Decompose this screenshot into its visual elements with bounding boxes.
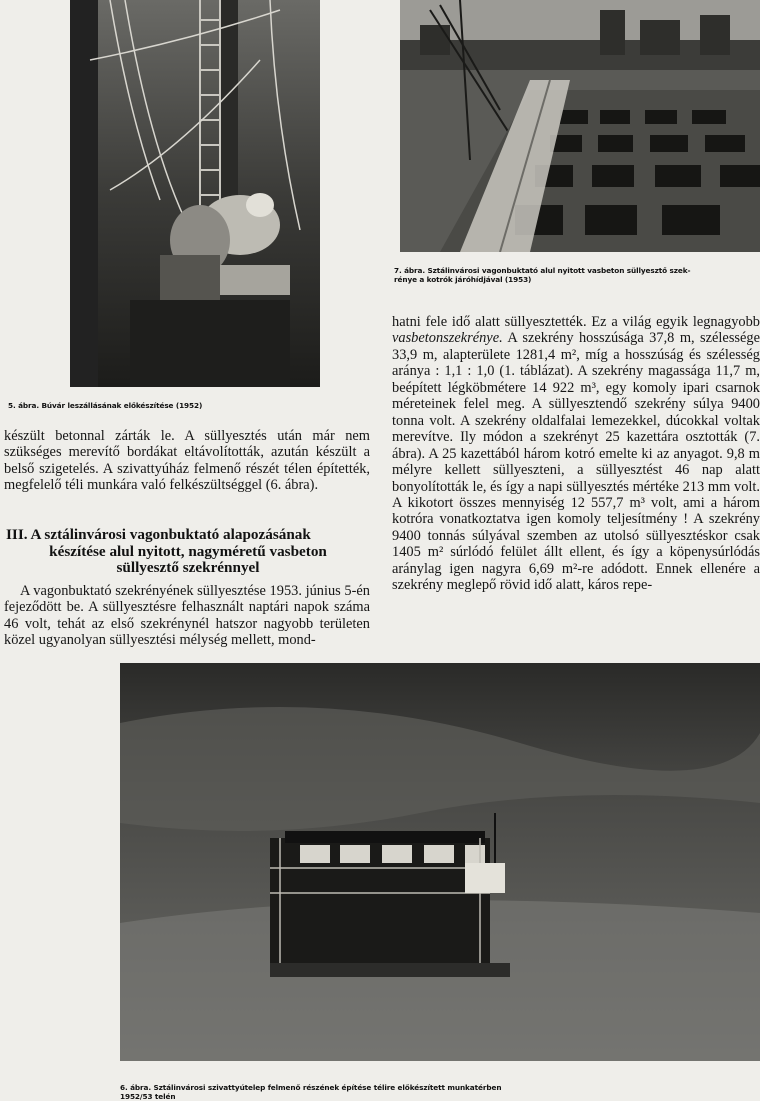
paragraph-2: A vagonbuktató szekrényének süllyesztése 1953. június 5-én fejeződött be. A süllyesztésre felhasznált naptári napok száma 46 volt, tehát az első szekrénynél hatszor nagyobb területen közel ugyanolyan süllyesztési mélység mellett, mond- [4, 583, 370, 649]
left-column-paragraph-1 [4, 428, 370, 494]
figure-7-caption-line1: 7. ábra. Sztálinvárosi vagonbuktató alul nyitott vasbeton süllyesztő szek- [394, 266, 691, 275]
heading-line-2: készítése alul nyitott, nagyméretű vasbeton [49, 542, 327, 560]
figure-7-caption [394, 266, 760, 284]
right-paragraph [392, 314, 760, 594]
figure-6-caption [120, 1083, 760, 1101]
figure-6-caption-line1: 6. ábra. Sztálinvárosi szivattyútelep felmenő részének építése télire előkészített munkatérben [120, 1083, 502, 1092]
italic-term: vasbetonszekrénye. [392, 330, 503, 347]
right-text-after-italic: A szekrény hosszúsága 37,8 m, szélessége 33,9 m, alapterülete 1281,4 m², míg a hosszúság és szélesség aránya : 1,1 : 1,0 (1. táblázat). A szekrény magassága 11,7 m, beépített légköbmétere 14 922 m³, egy komoly ipari csarnok méreteinek felel meg. A süllyesztendő szekrény súlya 9400 tonna volt. A szekrény oldalfalai lemezekkel, dúcokkal voltak merevítve. Ily módon a szekrényt 25 kazettára osztották (7. ábra). A 25 kazettából három kotró emelte ki az anyagot. 9,8 m mélyre kellett süllyeszteni, a süllyesztést 46 nap alatt bonyolították le, és így a napi süllyesztés mértéke 213 mm volt. A kikotort összes mennyiség 12 557,7 m³ volt, ami a három kotróra vonatkoztatva igen komoly teljesítmény ! A szekrény 9400 tonnás súlyával szemben az utolsó süllyesztéskor csak 1405 m² súrlódó felület állt ellent, és így a köpenysúrlódás aránylag igen nagyra 6,69 m²-re adódott. Ennek ellenére a szekrény meglepő rövid idő alatt, káros repe- [392, 330, 760, 594]
left-column-paragraph-2 [4, 583, 370, 649]
heading-line-3: süllyesztő szekrénnyel [116, 559, 260, 576]
figure-5-caption: 5. ábra. Búvár leszállásának előkészítése (1952) [8, 401, 203, 410]
figure-5-photo [70, 0, 320, 387]
figure-7-caption-line2: rénye a kotrók járóhídjával (1953) [394, 275, 532, 284]
paragraph-1: készült betonnal zárták le. A süllyesztés után már nem szükséges merevítő bordákat eltávolították, azután készült a belső szigetelés. A szivattyúház felmenő részét télen építették, megfelelő téli munkára való felkészültséggel (6. ábra). [4, 428, 370, 494]
figure-6-caption-line2: 1952/53 telén [120, 1092, 176, 1101]
figure-7-photo [400, 0, 760, 252]
right-text-before-italic: hatni fele idő alatt süllyesztették. Ez a világ egyik legnagyobb [392, 314, 760, 330]
figure-6-photo [120, 663, 760, 1061]
section-heading-iii [6, 527, 370, 577]
right-column-text [392, 314, 760, 594]
heading-line-1: III. A sztálinvárosi vagonbuktató alapozásának [6, 526, 311, 543]
